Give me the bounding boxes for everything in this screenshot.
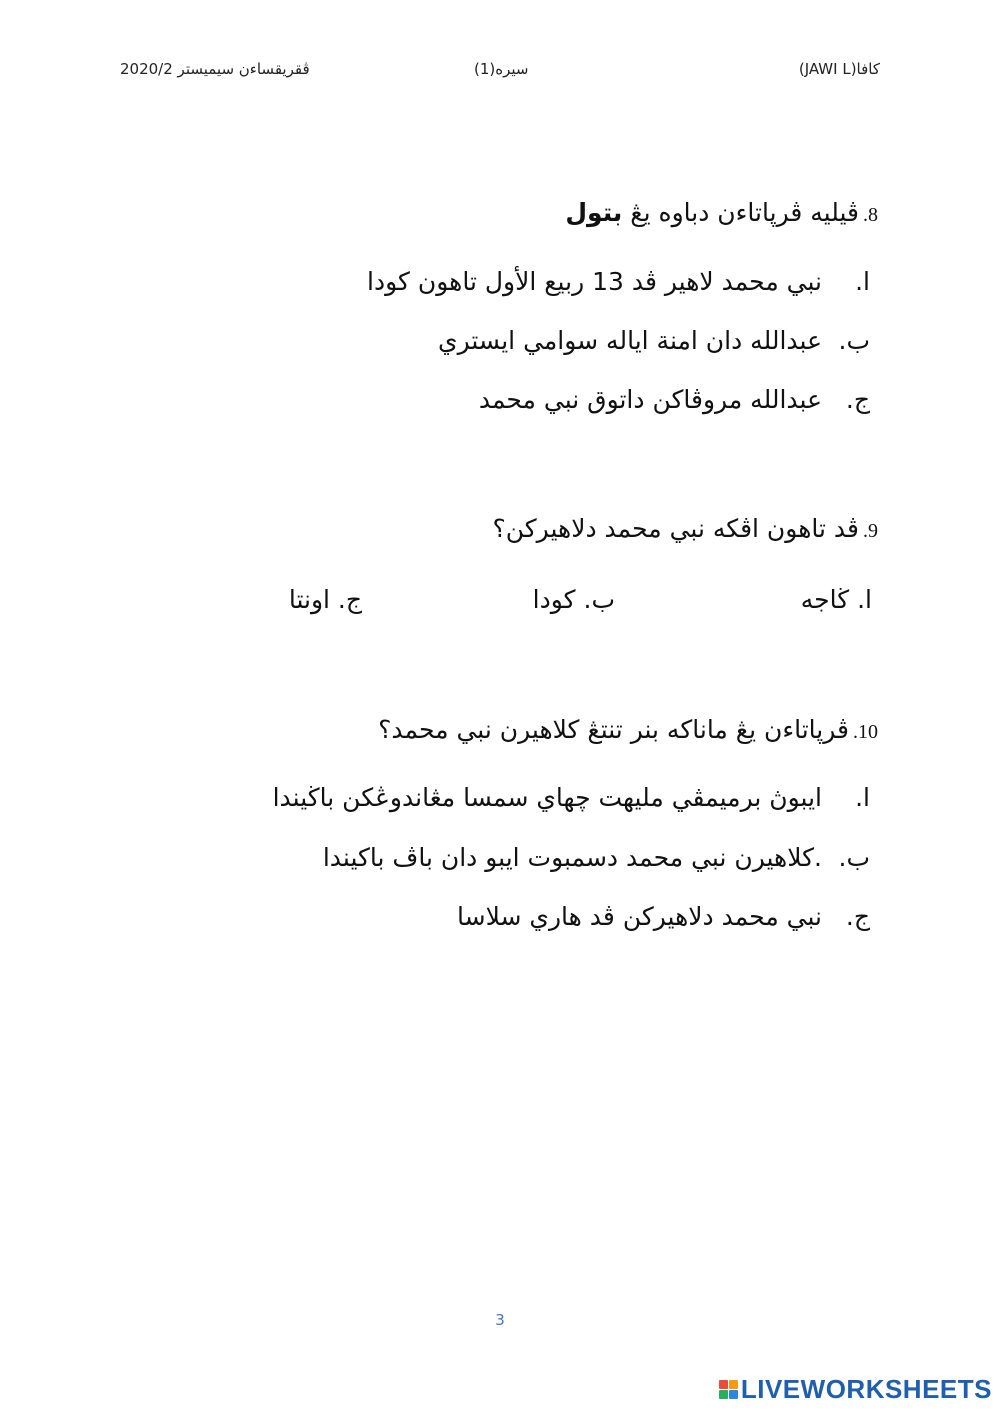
- option-text: نبي محمد دلاهيركن ڤد هاري سلاسا: [457, 902, 822, 931]
- option-9-a[interactable]: ا. ڬاجه: [800, 585, 872, 614]
- page-number: 3: [495, 1311, 505, 1329]
- option-text: عبدالله دان امنة اياله سوامي ايستري: [438, 326, 822, 355]
- header-subject: سيره(1): [474, 60, 529, 78]
- option-10-a[interactable]: [273, 783, 870, 812]
- question-text-bold: بتول: [565, 198, 623, 227]
- logo-square: [729, 1380, 738, 1389]
- logo-square: [719, 1380, 728, 1389]
- option-8-c[interactable]: [479, 385, 870, 414]
- question-8: [565, 198, 878, 227]
- logo-square: [719, 1390, 728, 1399]
- question-number: 9.: [863, 520, 878, 542]
- option-letter: ا.: [855, 783, 870, 812]
- question-number: 10.: [853, 721, 878, 743]
- option-letter: ب.: [838, 843, 870, 872]
- header-class: كافا(JAWI L): [798, 60, 880, 78]
- option-text: نبي محمد لاهير ڤد 13 ربيع الأول تاهون كودا: [367, 267, 822, 296]
- header-term: ڤقريقساءن سيميستر 2020/2: [120, 60, 310, 78]
- option-10-c[interactable]: [457, 902, 870, 931]
- logo-icon: [719, 1380, 738, 1399]
- option-8-a[interactable]: [367, 267, 870, 296]
- option-9-b[interactable]: ب. كودا: [532, 585, 615, 614]
- question-number: 8.: [863, 204, 878, 226]
- logo-text: LIVEWORKSHEETS: [740, 1374, 992, 1404]
- liveworksheets-logo: [719, 1374, 992, 1405]
- option-9-c[interactable]: ج. اونتا: [288, 585, 362, 614]
- question-text: ڤيليه ڤرپاتاءن دباوه يڠ: [622, 198, 859, 227]
- question-9: [492, 514, 878, 543]
- option-letter: ج.: [845, 385, 870, 414]
- option-letter: ا.: [855, 267, 870, 296]
- question-10: [378, 715, 878, 744]
- question-text: ڤرپاتاءن يڠ ماناكه بنر تنتڠ كلاهيرن نبي محمد؟: [378, 715, 849, 744]
- option-8-b[interactable]: [438, 326, 870, 355]
- option-letter: ج.: [845, 902, 870, 931]
- option-letter: ب.: [838, 326, 870, 355]
- option-text: عبدالله مروڤاكن داتوق نبي محمد: [478, 385, 822, 414]
- option-text: ايبوڽ برميمڤي مليهت چهاي سمسا مڠاندوڠكن باڬيندا: [272, 783, 822, 812]
- question-text: ڤد تاهون اڤكه نبي محمد دلاهيركن؟: [492, 514, 859, 543]
- option-text: .كلاهيرن نبي محمد دسمبوت ايبو دان باڤ باكيندا: [322, 843, 822, 872]
- logo-square: [729, 1390, 738, 1399]
- option-10-b[interactable]: [323, 843, 870, 872]
